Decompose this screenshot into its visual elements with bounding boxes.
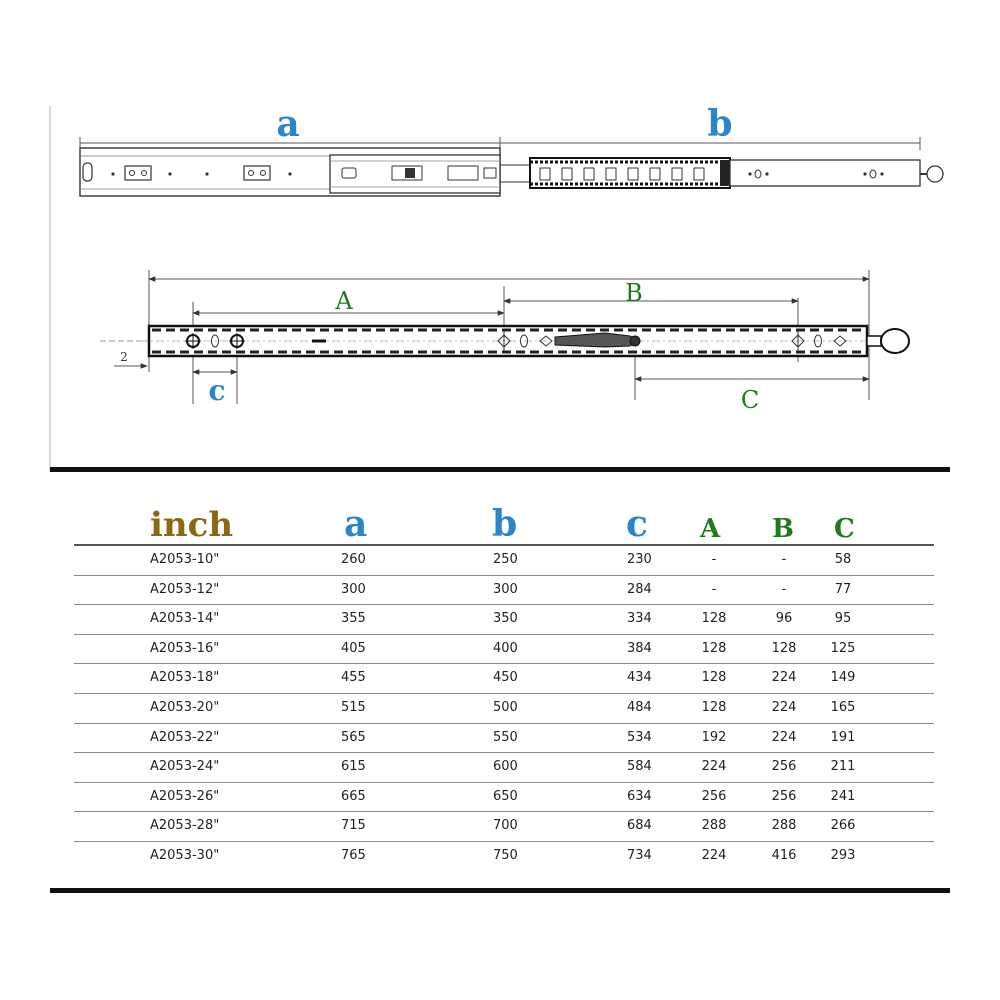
cell-model: A2053-22" xyxy=(150,729,220,745)
end-knob-bottom xyxy=(881,329,909,353)
cell-b: 250 xyxy=(493,552,518,567)
cell-model: A2053-10" xyxy=(150,552,220,567)
cell-B: 256 xyxy=(771,759,797,775)
cell-a: 765 xyxy=(341,847,366,863)
table-row xyxy=(74,842,934,871)
cell-b: 700 xyxy=(493,818,518,834)
cell-model: A2053-26" xyxy=(150,788,220,804)
cell-A: 128 xyxy=(701,670,727,686)
label-offset-2: 2 xyxy=(120,350,128,364)
table-row xyxy=(74,546,934,576)
table-row xyxy=(74,812,934,842)
cell-B: 288 xyxy=(771,818,797,834)
cell-B: - xyxy=(781,581,787,597)
cell-c: 584 xyxy=(627,759,652,775)
cell-B: 96 xyxy=(775,611,793,627)
cell-B: - xyxy=(781,552,787,567)
header-A: A xyxy=(700,514,721,544)
inner-rail xyxy=(730,160,920,186)
table-row xyxy=(74,664,934,694)
cell-C: 211 xyxy=(830,759,856,775)
table-row xyxy=(74,694,934,724)
cell-A: 288 xyxy=(701,818,727,834)
cell-c: 384 xyxy=(627,640,652,656)
cell-a: 515 xyxy=(341,699,366,715)
cell-a: 455 xyxy=(341,670,366,686)
label-B: B xyxy=(625,279,643,307)
cell-a: 260 xyxy=(341,552,366,567)
cell-c: 334 xyxy=(627,611,652,627)
table-top-rule xyxy=(50,467,950,472)
cell-A: 224 xyxy=(701,759,727,775)
cell-C: 165 xyxy=(830,699,856,715)
cell-model: A2053-14" xyxy=(150,611,220,627)
cell-A: 192 xyxy=(701,729,727,745)
cell-B: 256 xyxy=(771,788,797,804)
cell-c: 230 xyxy=(627,552,652,567)
cell-C: 191 xyxy=(830,729,856,745)
cell-model: A2053-16" xyxy=(150,640,220,656)
cell-C: 125 xyxy=(830,640,856,656)
cell-A: 128 xyxy=(701,611,727,627)
cell-b: 350 xyxy=(493,611,518,627)
cell-b: 600 xyxy=(493,759,518,775)
cell-model: A2053-18" xyxy=(150,670,220,686)
cell-b: 550 xyxy=(493,729,518,745)
header-C: C xyxy=(834,514,855,544)
cell-B: 224 xyxy=(771,699,797,715)
cell-A: 256 xyxy=(701,788,727,804)
label-c: c xyxy=(208,374,226,407)
cell-a: 615 xyxy=(341,759,366,775)
table-row xyxy=(74,724,934,754)
header-b: b xyxy=(492,503,518,545)
cell-c: 484 xyxy=(627,699,652,715)
cell-b: 750 xyxy=(493,847,518,863)
cell-model: A2053-24" xyxy=(150,759,220,775)
header-c: c xyxy=(626,503,648,545)
cell-B: 128 xyxy=(771,640,797,656)
cell-model: A2053-20" xyxy=(150,699,220,715)
table-row xyxy=(74,605,934,635)
cell-C: 149 xyxy=(830,670,856,686)
table-row xyxy=(74,576,934,606)
cell-c: 284 xyxy=(627,581,652,597)
cell-b: 400 xyxy=(493,640,518,656)
cell-c: 434 xyxy=(627,670,652,686)
cell-a: 715 xyxy=(341,818,366,834)
extended-rail-view xyxy=(80,103,943,196)
slide-diagram xyxy=(0,0,1000,470)
table-bottom-rule xyxy=(50,888,950,893)
cell-A: - xyxy=(711,581,717,597)
cell-C: 293 xyxy=(830,847,856,863)
cell-model: A2053-30" xyxy=(150,847,220,863)
cell-c: 634 xyxy=(627,788,652,804)
dimensions-table xyxy=(74,500,934,871)
end-knob-top xyxy=(927,166,943,182)
table-body xyxy=(74,546,934,871)
table-row xyxy=(74,753,934,783)
cell-model: A2053-12" xyxy=(150,581,220,597)
closed-rail-view xyxy=(100,270,909,414)
cell-a: 300 xyxy=(341,581,366,597)
cell-a: 355 xyxy=(341,611,366,627)
cell-C: 241 xyxy=(830,788,856,804)
cell-b: 300 xyxy=(493,581,518,597)
table-row xyxy=(74,783,934,813)
cell-a: 665 xyxy=(341,788,366,804)
cell-C: 266 xyxy=(830,818,856,834)
cell-c: 684 xyxy=(627,818,652,834)
header-B: B xyxy=(772,514,794,544)
cell-a: 565 xyxy=(341,729,366,745)
table-row xyxy=(74,635,934,665)
cell-C: 58 xyxy=(834,552,852,567)
cell-A: 128 xyxy=(701,640,727,656)
label-a: a xyxy=(276,103,300,145)
cell-b: 500 xyxy=(493,699,518,715)
label-b: b xyxy=(707,103,733,145)
cell-B: 416 xyxy=(771,847,797,863)
label-C: C xyxy=(740,386,760,414)
cell-b: 650 xyxy=(493,788,518,804)
cell-B: 224 xyxy=(771,729,797,745)
cell-A: - xyxy=(711,552,717,567)
label-A: A xyxy=(335,287,353,315)
cell-a: 405 xyxy=(341,640,366,656)
cell-C: 77 xyxy=(834,581,852,597)
cell-model: A2053-28" xyxy=(150,818,220,834)
header-inch: inch xyxy=(150,505,234,545)
cell-c: 534 xyxy=(627,729,652,745)
cell-B: 224 xyxy=(771,670,797,686)
cell-b: 450 xyxy=(493,670,518,686)
cell-A: 128 xyxy=(701,699,727,715)
cell-c: 734 xyxy=(627,847,652,863)
table-header xyxy=(74,500,934,546)
header-a: a xyxy=(344,503,368,545)
cell-A: 224 xyxy=(701,847,727,863)
cell-C: 95 xyxy=(834,611,852,627)
